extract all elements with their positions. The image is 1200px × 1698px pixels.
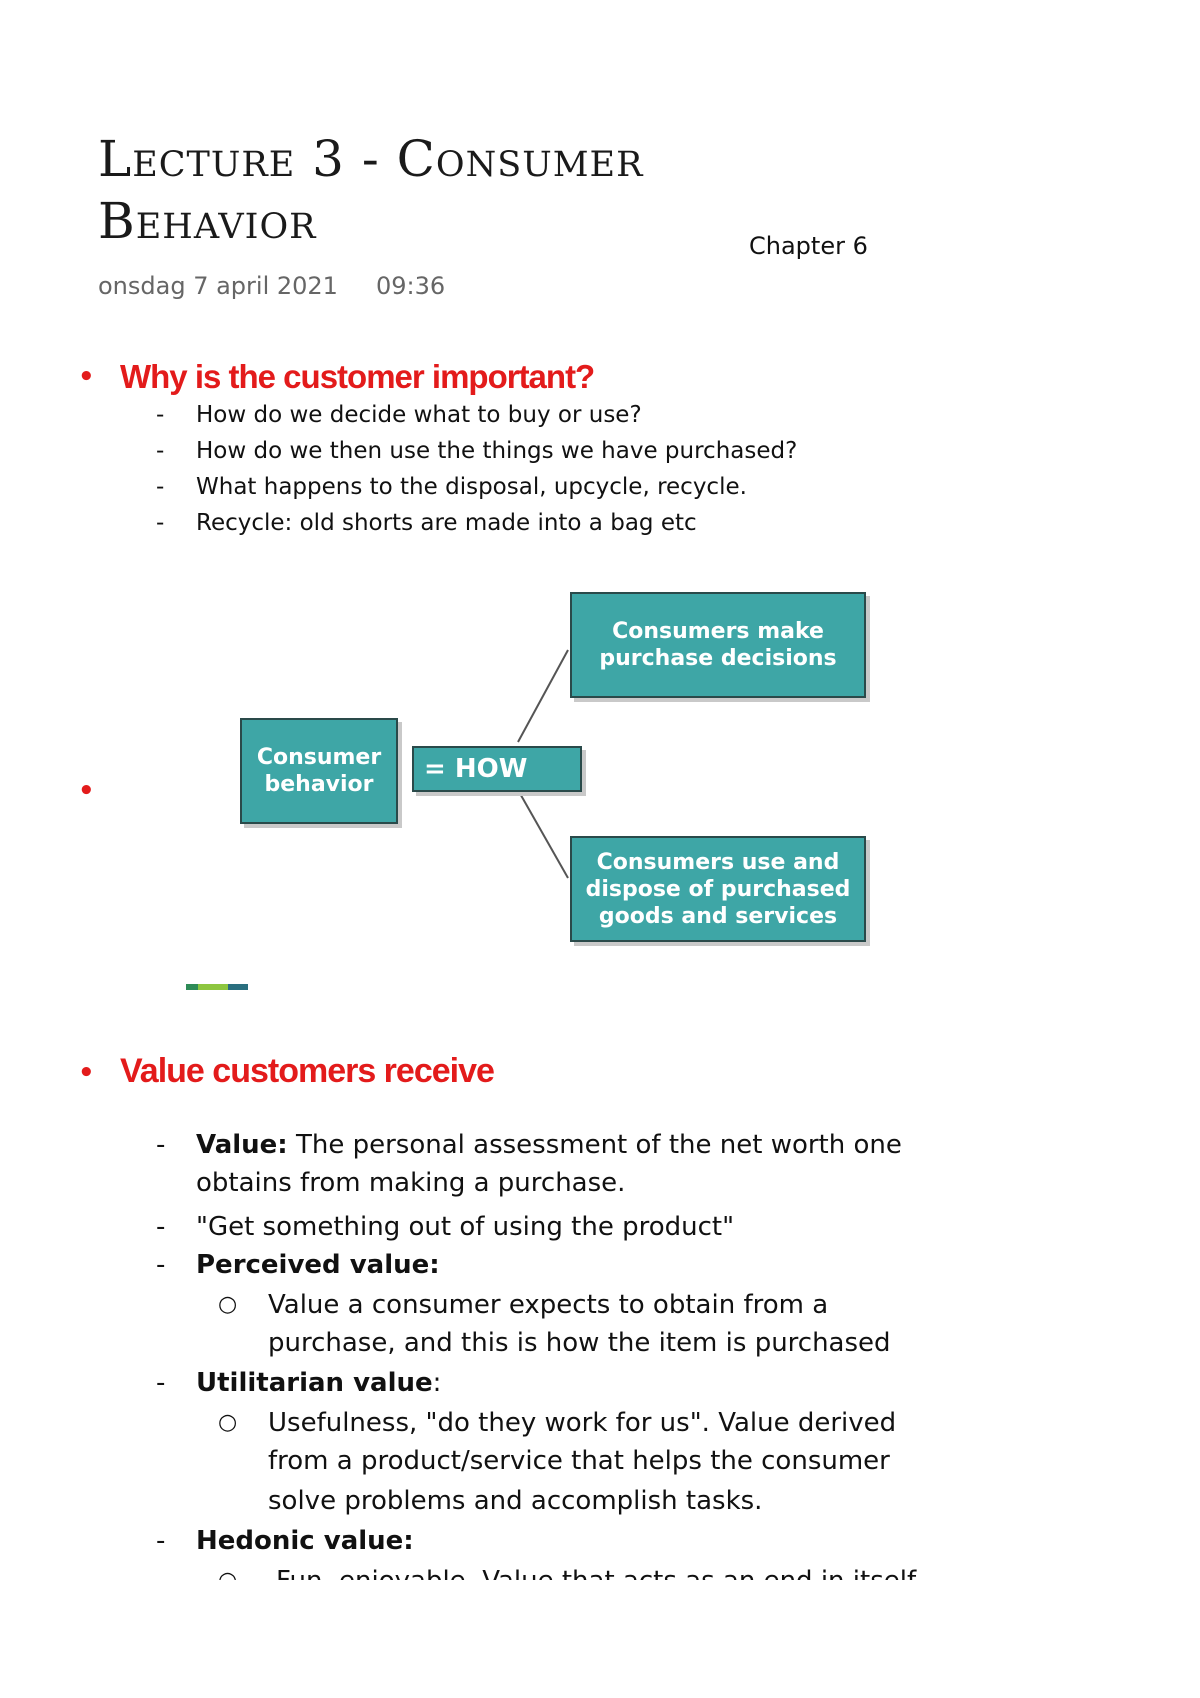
definition-text: Value a consumer expects to obtain from a [268,1290,829,1320]
term-value: Value: [196,1130,288,1160]
term-perceived-value: Perceived value: [196,1250,440,1280]
box-consumer-behavior: Consumer behavior [240,718,398,824]
term-utilitarian-value: Utilitarian value [196,1368,433,1398]
dash-icon: - [156,438,165,464]
dash-icon: - [156,1250,166,1280]
list-item [156,1364,442,1402]
chapter-label: Chapter 6 [749,232,868,260]
definition-text: Usefulness, "do they work for us". Value derived [268,1408,897,1438]
bullet-icon: • [78,1058,95,1088]
list-item [156,1246,440,1284]
decorative-bar [186,984,248,990]
term-hedonic-value: Hedonic value: [196,1526,414,1556]
dash-icon: - [156,510,165,536]
definition-text: The personal assessment of the net worth one [295,1130,902,1160]
circle-bullet-icon: ○ [218,1410,238,1435]
dash-icon: - [156,1130,166,1160]
dash-icon: - [156,1526,166,1556]
list-item [156,510,697,536]
circle-bullet-icon: ○ [218,1292,238,1317]
time-stamp: 09:36 [376,272,446,300]
quote-text: "Get something out of using the product" [196,1212,735,1242]
box-purchase-decisions: Consumers make purchase decisions [570,592,866,698]
box-equals-how: = HOW [412,746,582,792]
list-item [156,1208,735,1246]
connector-top [518,650,568,742]
page-clip-mask [0,1580,1200,1598]
dash-icon: - [156,402,165,428]
dash-icon: - [156,474,165,500]
title-line-1: Lecture 3 - Consumer [98,130,644,188]
list-item-text: How do we decide what to buy or use? [196,402,642,428]
sub-list-item [218,1404,897,1442]
list-item [156,1522,414,1560]
list-item-text: How do we then use the things we have purchased? [196,438,798,464]
connector-bottom [518,790,568,878]
title-line-2: Behavior [98,192,317,250]
bullet-icon: • [78,362,95,392]
list-item [156,474,747,500]
list-item [156,1126,902,1164]
section2-heading: Value customers receive [120,1052,494,1090]
list-item-text: What happens to the disposal, upcycle, recycle. [196,474,747,500]
definition-continuation: from a product/service that helps the consumer [268,1446,890,1476]
sub-list-item [218,1286,829,1324]
section1-heading: Why is the customer important? [120,358,595,395]
definition-continuation: purchase, and this is how the item is purchased [268,1328,891,1358]
dash-icon: - [156,1368,166,1398]
list-item-text: Recycle: old shorts are made into a bag etc [196,510,697,536]
colon: : [432,1368,442,1398]
list-item [156,402,642,428]
list-item [156,438,798,464]
dash-icon: - [156,1212,166,1242]
box-use-dispose: Consumers use and dispose of purchased goods and services [570,836,866,942]
definition-continuation: solve problems and accomplish tasks. [268,1486,763,1516]
definition-continuation: obtains from making a purchase. [196,1168,626,1198]
consumer-behavior-diagram [140,578,946,950]
date-stamp: onsdag 7 april 2021 [98,272,338,300]
page-title [98,128,858,252]
bullet-icon: • [78,776,95,806]
